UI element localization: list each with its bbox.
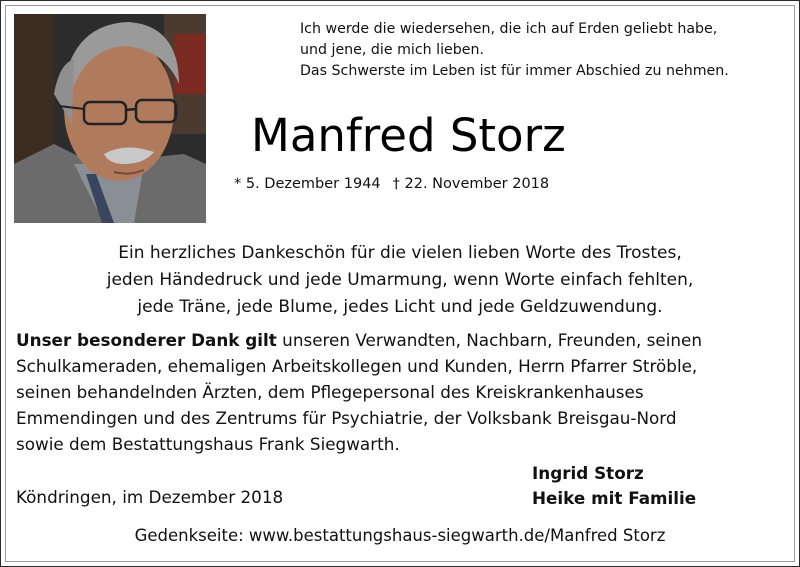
special-thanks — [16, 327, 796, 457]
birth-date: * 5. Dezember 1944 — [234, 176, 381, 192]
verse-line: Ich werde die wiedersehen, die ich auf Erden geliebt habe, — [300, 21, 718, 37]
memorial-page-link[interactable]: Gedenkseite: www.bestattungshaus-siegwarth.de/Manfred Storz — [134, 526, 666, 545]
signatories — [532, 461, 696, 511]
place-date: Köndringen, im Dezember 2018 — [16, 487, 284, 507]
special-thanks-line: Emmendingen und des Zentrums für Psychiatrie, der Volksbank Breisgau-Nord — [16, 408, 677, 428]
death-date: † 22. November 2018 — [392, 176, 550, 192]
signatory: Ingrid Storz — [532, 463, 644, 483]
special-thanks-line: seinen behandelnden Ärzten, dem Pflegepersonal des Kreiskrankenhauses — [16, 382, 644, 402]
special-thanks-intro: Unser besonderer Dank gilt — [16, 330, 277, 350]
special-thanks-line: Schulkameraden, ehemaligen Arbeitskollegen und Kunden, Herrn Pfarrer Ströble, — [16, 356, 698, 376]
life-dates — [234, 174, 549, 194]
deceased-name: Manfred Storz — [251, 109, 566, 162]
thanks-line: jeden Händedruck und jede Umarmung, wenn Worte einfach fehlten, — [106, 270, 694, 290]
portrait-photo — [14, 14, 206, 223]
verse-line: Das Schwerste im Leben ist für immer Abschied zu nehmen. — [300, 63, 729, 79]
special-thanks-line: sowie dem Bestattungshaus Frank Siegwarth. — [16, 434, 400, 454]
thanks-line: Ein herzliches Dankeschön für die vielen lieben Worte des Trostes, — [118, 243, 682, 263]
signatory: Heike mit Familie — [532, 488, 697, 508]
special-thanks-line-rest: unseren Verwandten, Nachbarn, Freunden, seinen — [276, 330, 702, 350]
thanks-text — [0, 240, 800, 321]
special-thanks-line — [16, 327, 796, 353]
thanks-line: jede Träne, jede Blume, jedes Licht und jede Geldzuwendung. — [137, 297, 663, 317]
verse — [300, 19, 790, 82]
verse-line: und jene, die mich lieben. — [300, 42, 485, 58]
